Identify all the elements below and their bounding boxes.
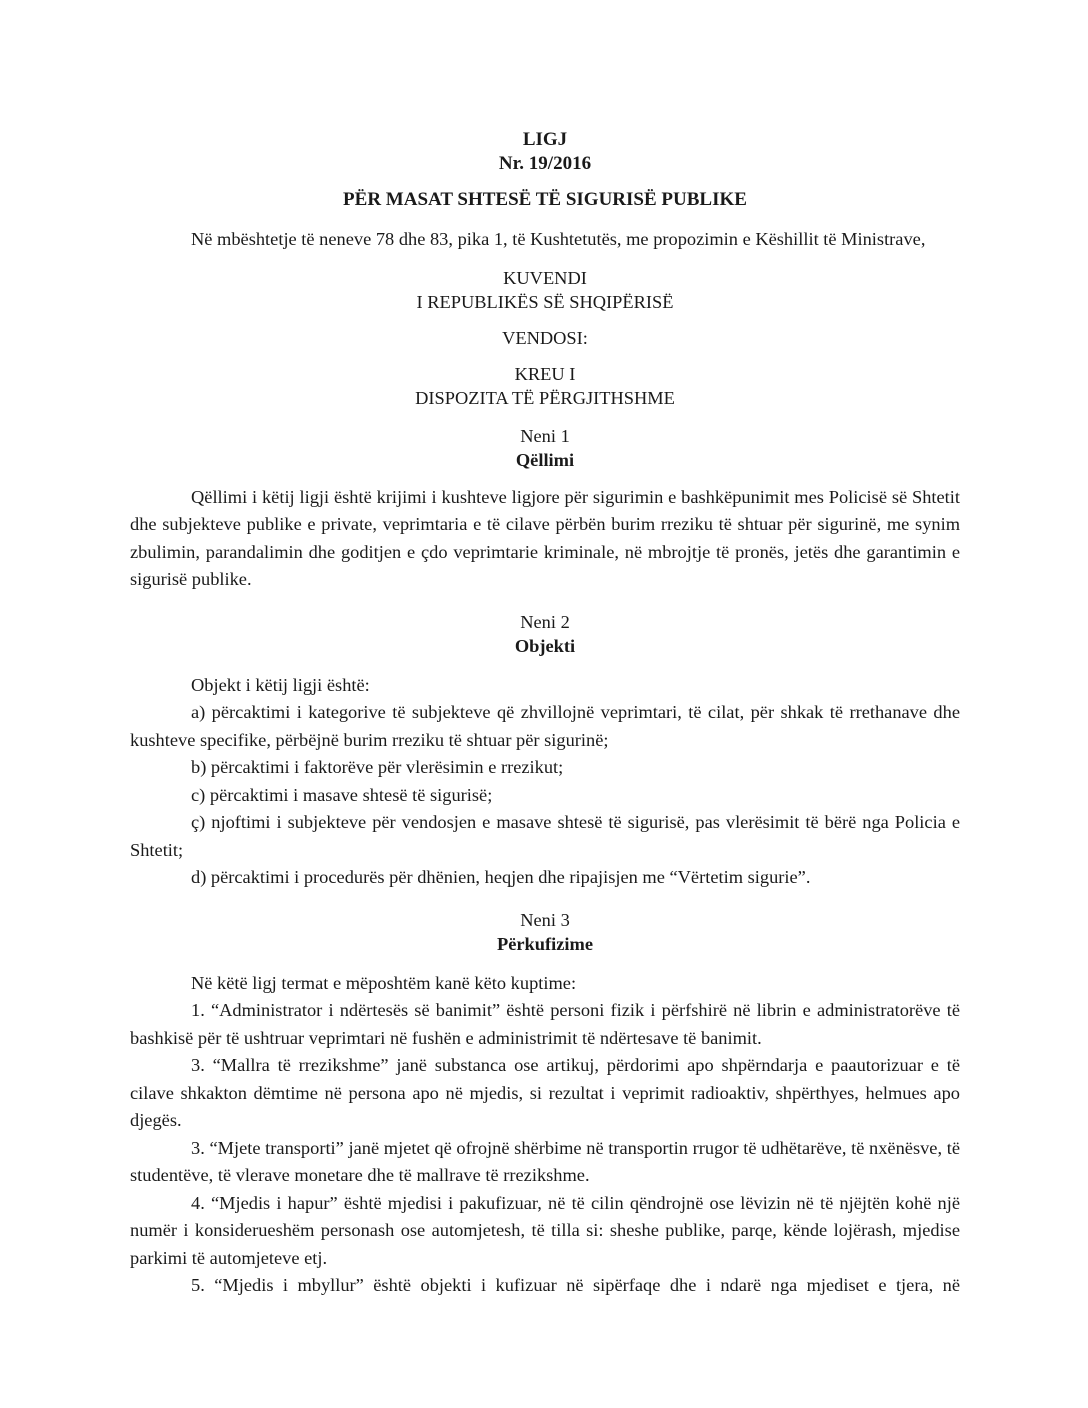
document-page: [130, 128, 960, 1300]
article-paragraph: Objekt i këtij ligji është:: [191, 674, 370, 695]
article-paragraph: ç) njoftimi i subjekteve për vendosjen e masave shtesë të sigurisë, pas vlerësimit të bërë nga Policia e Shtetit;: [130, 812, 960, 860]
article-paragraph: 4. “Mjedis i hapur” është mjedisi i pakufizuar, në të cilin qëndrojnë ose lëvizin në të njëjtën kohë një numër i konsiderueshëm personash ose automjetesh, të tilla si: sheshe publike, parqe, kënde lojërash, mjedise parkimi të automjeteve etj.: [130, 1192, 960, 1268]
decision-heading: VENDOSI:: [502, 327, 588, 348]
article-paragraph: Në këtë ligj termat e mëposhtëm kanë këto kuptime:: [191, 972, 577, 993]
article-paragraph: 3. “Mallra të rrezikshme” janë substanca ose artikuj, përdorimi apo shpërndarja e paautorizuar e të cilave shkakton dëmtime në persona apo në mjedis, si rezultat i veprimit radioaktiv, shpërthyes, helmues apo djegës.: [130, 1055, 960, 1130]
law-title: PËR MASAT SHTESË TË SIGURISË PUBLIKE: [343, 189, 747, 210]
preamble: Në mbështetje të neneve 78 dhe 83, pika 1, të Kushtetutës, me propozimin e Këshillit të Ministrave,: [191, 229, 926, 249]
law-number: Nr. 19/2016: [498, 153, 592, 174]
article-paragraph: Qëllimi i këtij ligji është krijimi i kushteve ligjore për sigurimin e bashkëpunimit mes Policisë së Shtetit dhe subjekteve publike e private, veprimtaria e të cilave përbën burim rreziku të shtuar për sigurinë, me synim zbulimin, parandalimin dhe goditjen e çdo veprimtarie kriminale, në mbrojtje të pronës, jetës dhe garantimin e sigurisë publike.: [130, 486, 960, 589]
authority-line-1: KUVENDI: [503, 267, 587, 288]
article-paragraph: a) përcaktimi i kategorive të subjekteve që zhvillojnë veprimtari, të cilat, për shkak të rrethanave dhe kushteve specifike, përbëjnë burim rreziku të shtuar për sigurinë;: [130, 702, 960, 750]
article-paragraph: 3. “Mjete transporti” janë mjetet që ofrojnë shërbime në transportin rrugor të udhëtarëve, të nxënësve, të studentëve, të vlerave monetare dhe të mallrave të rrezikshme.: [130, 1137, 960, 1185]
article-title: Përkufizime: [496, 933, 593, 954]
law-type: LIGJ: [522, 129, 568, 150]
article-number: Neni 3: [520, 909, 570, 930]
article-title: Qëllimi: [515, 449, 575, 470]
article-number: Neni 1: [520, 425, 570, 446]
article-paragraph: d) përcaktimi i procedurës për dhënien, heqjen dhe ripajisjen me “Vërtetim sigurie”.: [191, 867, 811, 887]
article-paragraph: c) përcaktimi i masave shtesë të sigurisë;: [191, 784, 493, 805]
chapter-number: KREU I: [514, 363, 576, 384]
chapter-title: DISPOZITA TË PËRGJITHSHME: [415, 387, 675, 408]
article-paragraph: b) përcaktimi i faktorëve për vlerësimin e rrezikut;: [191, 757, 564, 777]
article-paragraph: 1. “Administrator i ndërtesës së banimit” është personi fizik i përfshirë në librin e administratorëve të bashkisë për të ushtruar veprimtari në fushën e administrimit të ndërtesave të banimit.: [130, 1000, 960, 1048]
article-number: Neni 2: [520, 611, 570, 632]
article-paragraph: 5. “Mjedis i mbyllur” është objekti i kufizuar në sipërfaqe dhe i ndarë nga mjediset e tjera, në: [191, 1275, 960, 1295]
authority-line-2: I REPUBLIKËS SË SHQIPËRISË: [416, 291, 674, 312]
article-title: Objekti: [514, 635, 576, 656]
